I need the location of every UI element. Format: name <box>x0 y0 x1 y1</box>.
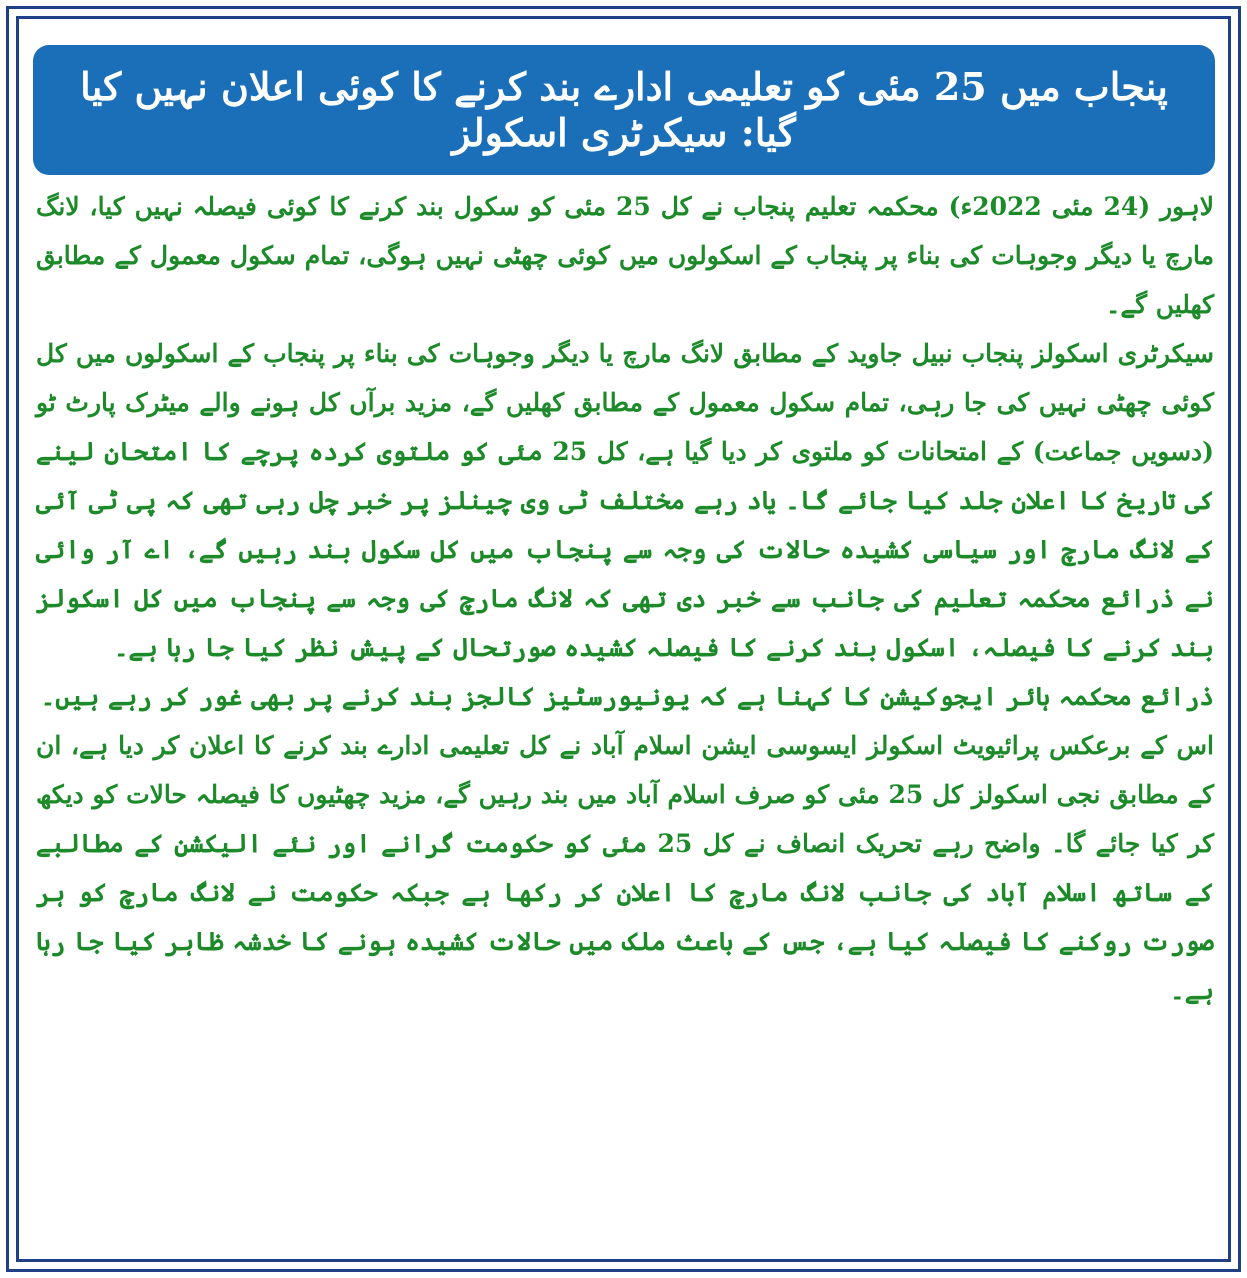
article-paragraph: اس کے برعکس پرائیویٹ اسکولز ایسوسی ایشن اسلام آباد نے کل تعلیمی ادارے بند کرنے کا اعلان کر دیا ہے، ان کے مطابق نجی اسکولز کل 25 مئی کو صرف اسلام آباد میں بند رہیں گے، مزید چھٹیوں کا فیصلہ حالات کو دیکھ کر کیا جائے گا۔ واضح رہے تحریک انصاف نے کل 25 مئی کو حکومت گرانے اور نئے الیکشن کے مطالبے کے ساتھ اسلام آباد کی جانب لانگ مارچ کا اعلان کر رکھا ہے جبکہ حکومت نے لانگ مارچ کو ہر صورت روکنے کا فیصلہ کیا ہے، جس کے باعث ملک میں حالات کشیدہ ہونے کا خدشہ ظاہر کیا جا رہا ہے۔ <box>36 731 1214 1005</box>
article-paragraph: ذرائع محکمہ ہائر ایجوکیشن کا کہنا ہے کہ یونیورسٹیز کالجز بند کرنے پر بھی غور کر رہے ہیں۔ <box>40 682 1214 711</box>
article-body <box>36 182 1214 1015</box>
article-paragraph: لاہور (24 مئی 2022ء) محکمہ تعلیم پنجاب نے کل 25 مئی کو سکول بند کرنے کا کوئی فیصلہ نہیں کیا، لانگ مارچ یا دیگر وجوہات کی بناء پر پنجاب کے اسکولوں میں کوئی چھٹی نہیں ہوگی، تمام سکول معمول کے مطابق کھلیں گے۔ <box>36 192 1214 319</box>
headline-banner <box>33 45 1215 175</box>
headline-text: پنجاب میں 25 مئی کو تعلیمی ادارے بند کرنے کا کوئی اعلان نہیں کیا گیا: سیکرٹری اسکولز <box>80 64 1168 155</box>
article-paragraph: سیکرٹری اسکولز پنجاب نبیل جاوید کے مطابق لانگ مارچ یا دیگر وجوہات کی بناء پر پنجاب کے اسکولوں میں کل کوئی چھٹی نہیں کی جا رہی، تمام سکول معمول کے مطابق کھلیں گے، مزید برآں کل ہونے والے میٹرک پارٹ ٹو (دسویں جماعت) کے امتحانات کو ملتوی کر دیا گیا ہے، کل 25 مئی کو ملتوی کردہ پرچے کا امتحان لینے کی تاریخ کا اعلان جلد کیا جائے گا۔ یاد رہے مختلف ٹی وی چینلز پر خبر چل رہی تھی کہ پی ٹی آئی کے لانگ مارچ اور سیاسی کشیدہ حالات کی وجہ سے پنجاب میں کل سکول بند رہیں گے، اے آر وائی نے ذرائع محکمہ تعلیم کی جانب سے خبر دی تھی کہ لانگ مارچ کی وجہ سے پنجاب میں کل اسکولز بند کرنے کا فیصلہ، اسکول بند کرنے کا فیصلہ کشیدہ صورتحال کے پیش نظر کیا جا رہا ہے۔ <box>36 339 1214 662</box>
